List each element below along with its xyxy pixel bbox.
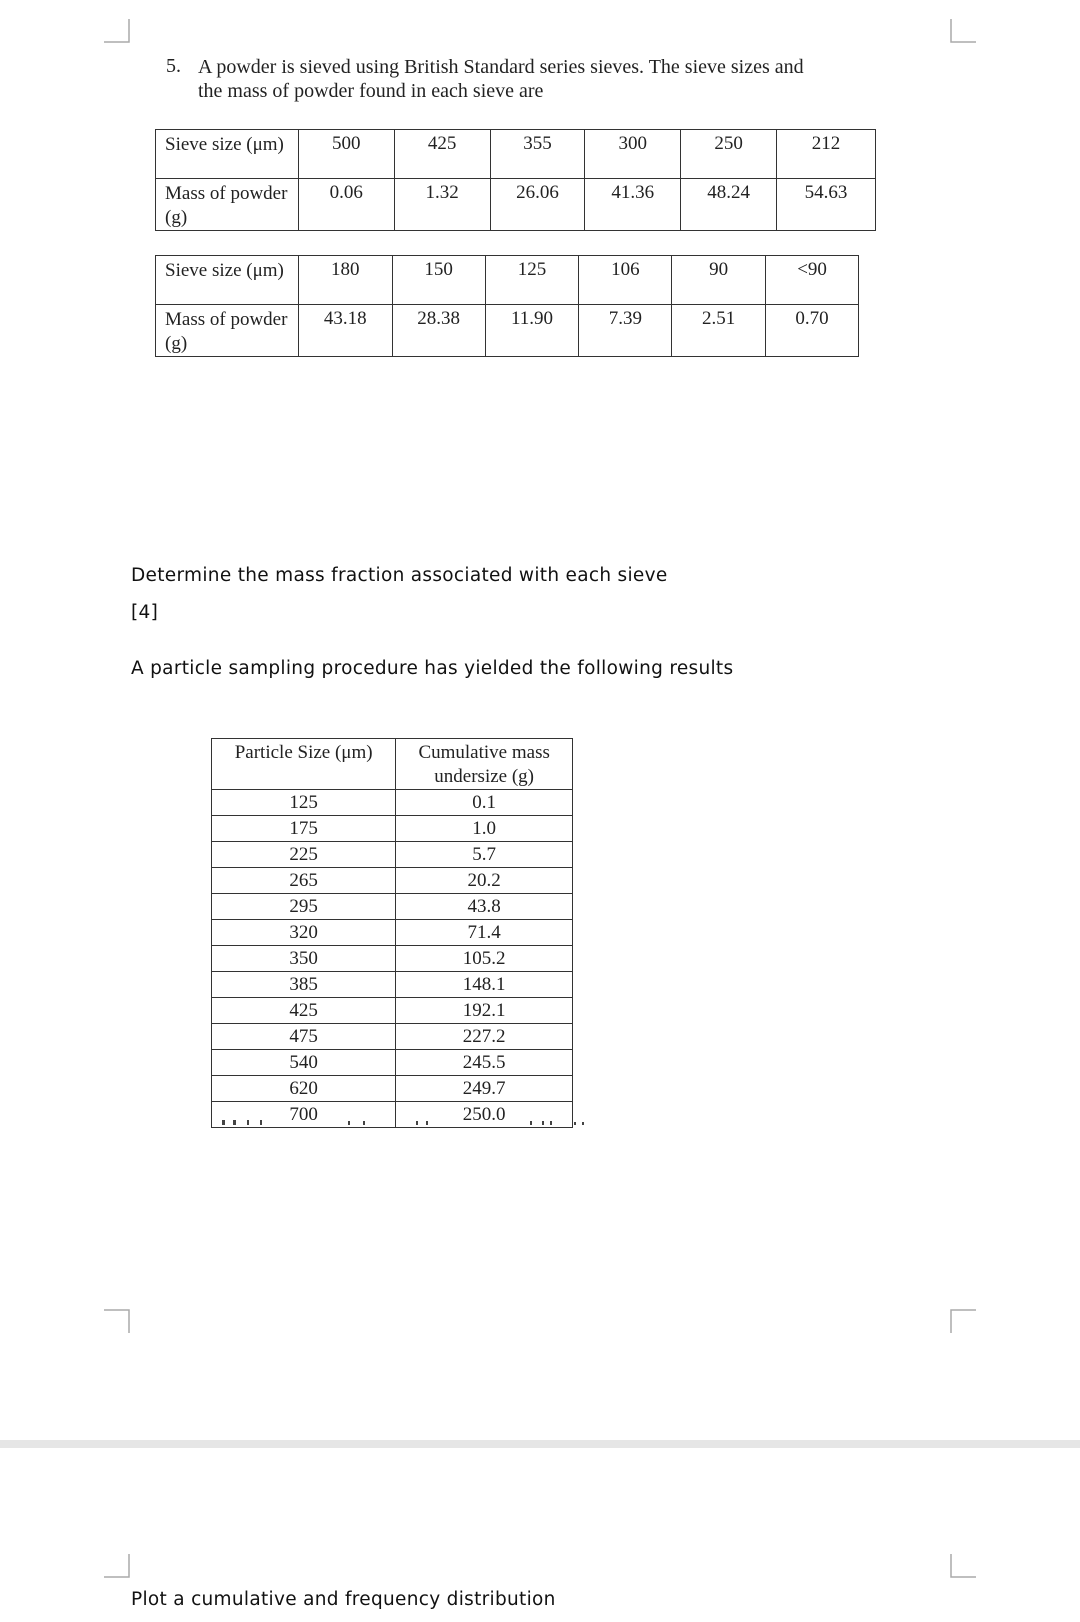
marks-label: [4] xyxy=(131,602,159,623)
mass-cell: 0.1 xyxy=(396,790,573,816)
size-cell: 320 xyxy=(212,920,396,946)
mass-cell: 20.2 xyxy=(396,868,573,894)
row-label-mass: Mass of powder (g) xyxy=(156,179,299,231)
sieve-size-cell: 180 xyxy=(298,256,392,305)
crop-mark-top-left xyxy=(104,1554,130,1578)
question-text-line-1: A powder is sieved using British Standard series sieves. The sieve sizes and xyxy=(198,56,804,78)
table-row xyxy=(212,1024,573,1050)
mass-cell: 105.2 xyxy=(396,946,573,972)
mass-cell: 43.8 xyxy=(396,894,573,920)
size-cell: 225 xyxy=(212,842,396,868)
crop-mark-top-left xyxy=(104,19,130,43)
sieve-size-cell: 355 xyxy=(490,130,585,179)
table-row xyxy=(212,998,573,1024)
table-row xyxy=(212,1076,573,1102)
instruction-plot: Plot a cumulative and frequency distribution xyxy=(131,1589,556,1610)
sieve-table-1-mass-row xyxy=(156,179,876,231)
size-cell: 350 xyxy=(212,946,396,972)
row-label-mass: Mass of powder (g) xyxy=(156,305,299,357)
mass-cell: 148.1 xyxy=(396,972,573,998)
question-text-line-2: the mass of powder found in each sieve are xyxy=(198,80,544,102)
size-cell: 295 xyxy=(212,894,396,920)
sieve-table-1 xyxy=(155,129,876,231)
size-cell: 700 xyxy=(212,1102,396,1128)
size-cell: 620 xyxy=(212,1076,396,1102)
row-label-sieve-size: Sieve size (μm) xyxy=(156,130,299,179)
mass-cell: 249.7 xyxy=(396,1076,573,1102)
sieve-size-cell: 250 xyxy=(681,130,777,179)
instruction-sampling: A particle sampling procedure has yielded the following results xyxy=(131,658,734,679)
sieve-size-cell: 150 xyxy=(392,256,485,305)
size-cell: 425 xyxy=(212,998,396,1024)
sieve-size-cell: 500 xyxy=(298,130,394,179)
sieve-size-cell: 125 xyxy=(485,256,579,305)
mass-cell: 245.5 xyxy=(396,1050,573,1076)
crop-mark-top-right xyxy=(950,1554,976,1578)
question-number: 5. xyxy=(166,55,181,77)
mass-cell: 5.7 xyxy=(396,842,573,868)
mass-cell: 250.0 xyxy=(396,1102,573,1128)
mass-cell: 1.0 xyxy=(396,816,573,842)
page-separator xyxy=(0,1440,1080,1448)
size-cell: 175 xyxy=(212,816,396,842)
mass-cell: 227.2 xyxy=(396,1024,573,1050)
particle-table-header xyxy=(212,739,573,790)
mass-cell: 48.24 xyxy=(681,179,777,231)
mass-cell: 43.18 xyxy=(298,305,392,357)
document-page-2 xyxy=(0,1448,1080,1622)
table-row xyxy=(212,816,573,842)
table-row xyxy=(212,790,573,816)
sieve-table-2-mass-row xyxy=(156,305,859,357)
mass-cell: 7.39 xyxy=(579,305,672,357)
sieve-size-cell: <90 xyxy=(766,256,859,305)
mass-cell: 0.06 xyxy=(298,179,394,231)
mass-cell: 54.63 xyxy=(777,179,876,231)
crop-mark-bottom-right xyxy=(950,1309,976,1333)
sieve-table-2-size-row xyxy=(156,256,859,305)
header-particle-size: Particle Size (μm) xyxy=(212,739,396,790)
table-row xyxy=(212,946,573,972)
mass-cell: 71.4 xyxy=(396,920,573,946)
size-cell: 385 xyxy=(212,972,396,998)
sieve-size-cell: 300 xyxy=(585,130,681,179)
mass-cell: 0.70 xyxy=(766,305,859,357)
size-cell: 125 xyxy=(212,790,396,816)
mass-cell: 1.32 xyxy=(394,179,490,231)
mass-cell: 11.90 xyxy=(485,305,579,357)
table-row xyxy=(212,972,573,998)
instruction-mass-fraction: Determine the mass fraction associated with each sieve xyxy=(131,565,668,586)
mass-cell: 41.36 xyxy=(585,179,681,231)
size-cell: 475 xyxy=(212,1024,396,1050)
mass-cell: 192.1 xyxy=(396,998,573,1024)
size-cell: 540 xyxy=(212,1050,396,1076)
table-row xyxy=(212,920,573,946)
sieve-size-cell: 106 xyxy=(579,256,672,305)
mass-cell: 28.38 xyxy=(392,305,485,357)
table-row xyxy=(212,1050,573,1076)
mass-cell: 26.06 xyxy=(490,179,585,231)
sieve-table-2 xyxy=(155,255,859,357)
header-cumulative-mass: Cumulative mass undersize (g) xyxy=(396,739,573,790)
particle-size-table xyxy=(211,738,573,1128)
table-row xyxy=(212,868,573,894)
crop-mark-top-right xyxy=(950,19,976,43)
sieve-size-cell: 212 xyxy=(777,130,876,179)
crop-mark-bottom-left xyxy=(104,1309,130,1333)
question-text xyxy=(198,55,804,103)
row-label-sieve-size: Sieve size (μm) xyxy=(156,256,299,305)
mass-cell: 2.51 xyxy=(672,305,766,357)
table-row xyxy=(212,894,573,920)
table-row xyxy=(212,842,573,868)
sieve-size-cell: 90 xyxy=(672,256,766,305)
size-cell: 265 xyxy=(212,868,396,894)
sieve-size-cell: 425 xyxy=(394,130,490,179)
clipped-text-fragment xyxy=(220,1119,592,1125)
sieve-table-1-size-row xyxy=(156,130,876,179)
